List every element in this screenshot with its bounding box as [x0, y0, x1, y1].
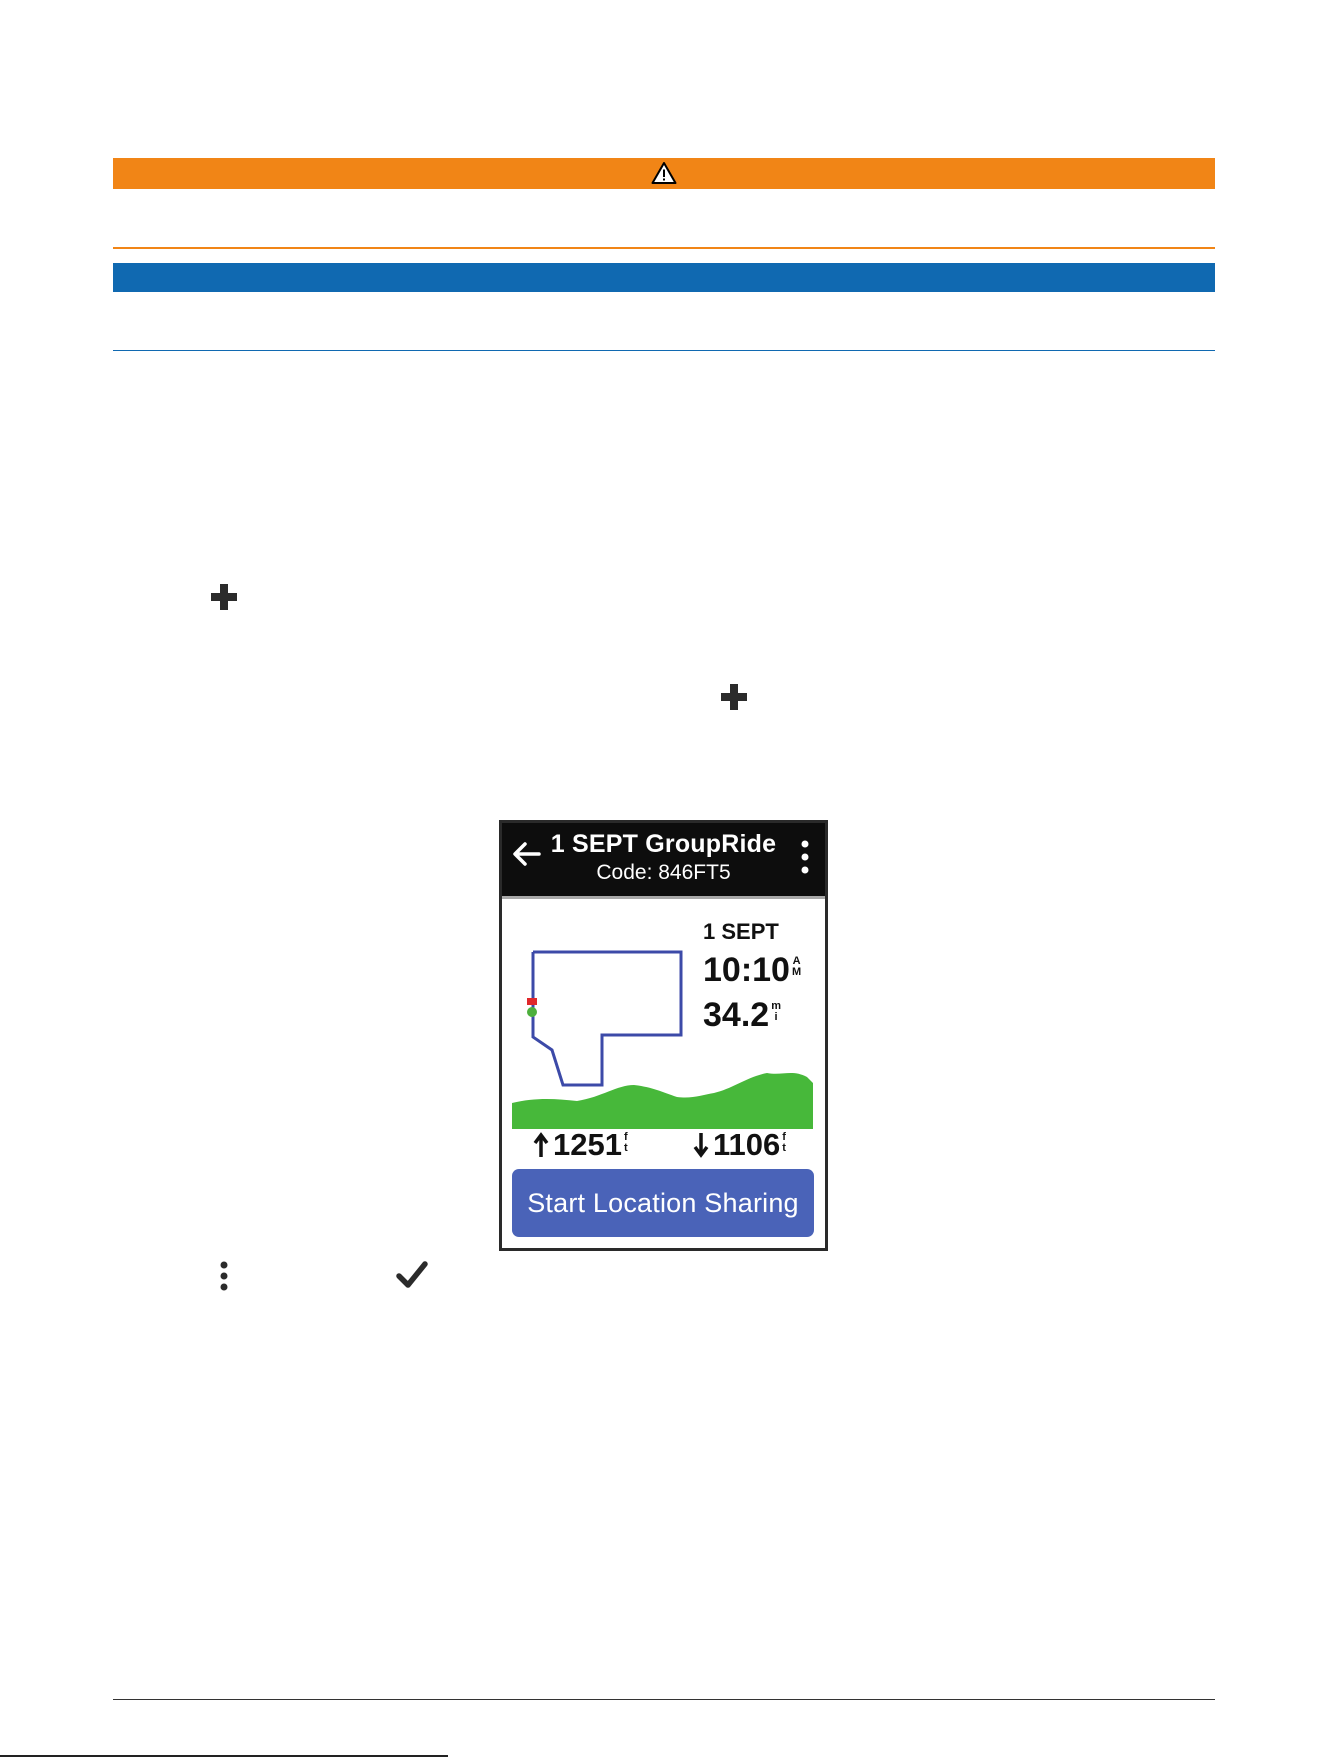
footer-divider — [113, 1699, 1215, 1700]
distance-unit: m i — [771, 1000, 781, 1023]
notice-divider — [113, 350, 1215, 351]
ride-distance: 34.2 m i — [703, 996, 781, 1034]
arrow-down-icon — [693, 1132, 709, 1158]
ride-code: Code: 846FT5 — [596, 861, 731, 884]
total-descent: 1106 f t — [693, 1127, 786, 1163]
device-screen — [499, 820, 828, 1251]
arrow-up-icon — [533, 1132, 549, 1158]
warning-divider — [113, 247, 1215, 249]
checkmark-icon — [396, 1260, 428, 1290]
elevation-profile — [512, 1073, 813, 1129]
vertical-dots-icon[interactable] — [799, 838, 811, 876]
route-line — [533, 952, 681, 1085]
warning-banner — [113, 158, 1215, 189]
device-header — [502, 823, 825, 896]
page-edge-rule — [0, 1755, 448, 1757]
notice-banner — [113, 263, 1215, 292]
ride-title: 1 SEPT GroupRide — [550, 830, 777, 858]
vertical-dots-icon — [217, 1261, 231, 1291]
plus-icon — [209, 582, 239, 612]
ride-time: 10:10 A M — [703, 951, 802, 989]
start-location-sharing-button[interactable]: Start Location Sharing — [512, 1169, 814, 1237]
start-marker — [527, 998, 537, 1005]
current-position-marker — [527, 1007, 537, 1017]
plus-icon — [719, 682, 749, 712]
ride-date: 1 SEPT — [703, 919, 779, 944]
time-unit: A M — [791, 955, 802, 978]
total-ascent: 1251 f t — [533, 1127, 628, 1163]
warning-triangle-icon — [651, 161, 677, 185]
